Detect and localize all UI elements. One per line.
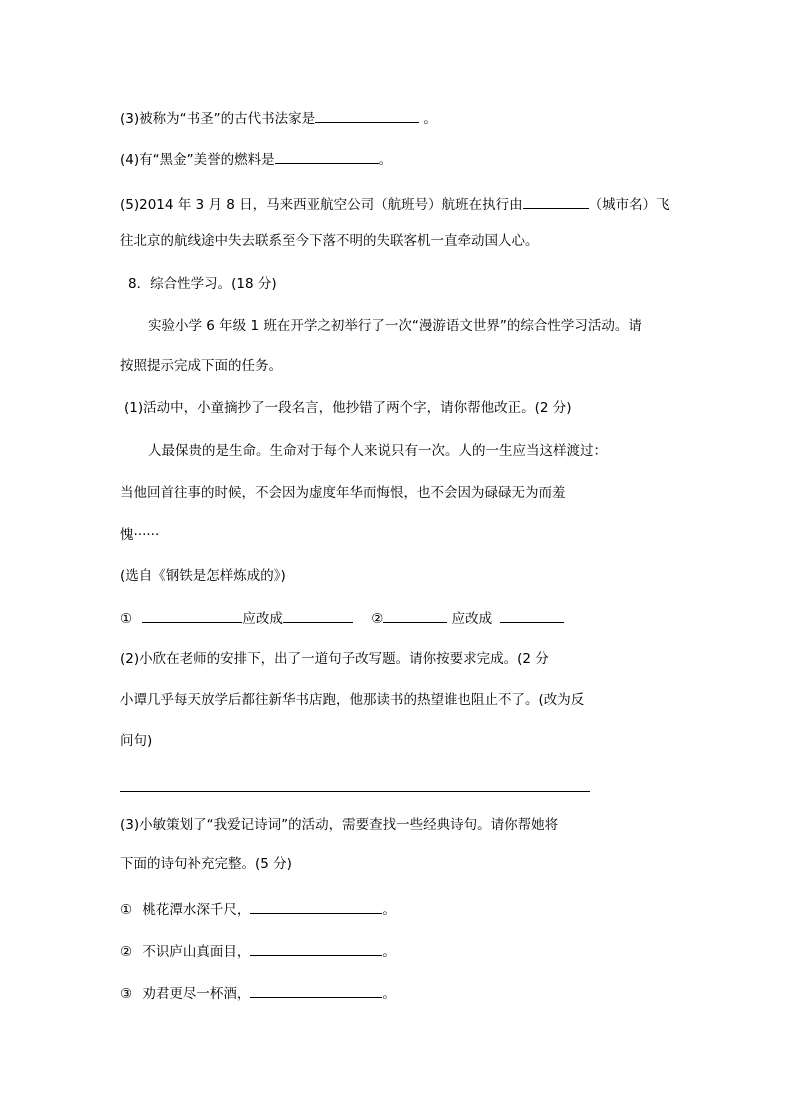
q5-text: (5)2014 年 3 月 8 日，马来西亚航空公司（航班号）航班在执行由 xyxy=(120,197,523,213)
poem-line: 劝君更尽一杯酒， xyxy=(142,986,251,1002)
answer-blank[interactable] xyxy=(383,608,447,623)
question-8-title: 8．综合性学习。(18 分) xyxy=(128,276,277,292)
answer-blank[interactable] xyxy=(523,194,589,209)
marker: ① xyxy=(120,902,133,918)
correction-row xyxy=(120,608,564,628)
quote-line: 当他回首往事的时候，不会因为虚度年华而悔恨，也不会因为碌碌无为而羞 xyxy=(120,485,566,501)
question-3 xyxy=(120,108,437,128)
answer-line[interactable] xyxy=(120,791,590,792)
marker: ③ xyxy=(120,986,133,1002)
quote-source: (选自《钢铁是怎样炼成的》) xyxy=(120,568,286,584)
poem-end: 。 xyxy=(382,986,396,1002)
part-2-sentence-2: 问句) xyxy=(120,733,153,749)
answer-blank[interactable] xyxy=(142,608,242,623)
q4-text: (4)有“黑金”美誉的燃料是 xyxy=(120,152,275,168)
poem-line: 桃花潭水深千尺， xyxy=(142,902,251,918)
quote-line: 愧······ xyxy=(120,527,160,543)
question-5 xyxy=(120,194,670,214)
part-1-prompt: (1)活动中，小童摘抄了一段名言，他抄错了两个字，请你帮他改正。(2 分) xyxy=(124,400,572,416)
answer-blank[interactable] xyxy=(275,149,379,164)
q5-line2: 往北京的航线途中失去联系至今下落不明的失联客机一直牵动国人心。 xyxy=(120,233,539,249)
part-2-prompt: (2)小欣在老师的安排下，出了一道句子改写题。请你按要求完成。(2 分 xyxy=(120,651,549,667)
part-3-prompt-2: 下面的诗句补充完整。(5 分) xyxy=(120,856,292,872)
q8-intro: 实验小学 6 年级 1 班在开学之初举行了一次“漫游语文世界”的综合性学习活动。请 xyxy=(148,318,642,334)
q4-end: 。 xyxy=(378,152,393,168)
poem-end: 。 xyxy=(382,944,396,960)
poem-item xyxy=(120,983,396,1003)
change-label: 应改成 xyxy=(451,611,493,627)
q3-text: (3)被称为“书圣”的古代书法家是 xyxy=(120,111,316,127)
change-label: 应改成 xyxy=(242,611,283,627)
marker: ② xyxy=(120,944,133,960)
q8-intro-2: 按照提示完成下面的任务。 xyxy=(120,358,282,374)
answer-blank[interactable] xyxy=(250,983,382,998)
answer-blank[interactable] xyxy=(250,941,382,956)
poem-end: 。 xyxy=(382,902,396,918)
poem-line: 不识庐山真面目， xyxy=(142,944,251,960)
answer-blank[interactable] xyxy=(250,899,382,914)
q3-end: 。 xyxy=(419,111,437,127)
answer-blank[interactable] xyxy=(500,608,564,623)
part-2-sentence: 小谭几乎每天放学后都往新华书店跑，他那读书的热望谁也阻止不了。(改为反 xyxy=(120,692,585,708)
q5-end: （城市名）飞 xyxy=(588,197,670,213)
answer-blank[interactable] xyxy=(315,108,419,123)
question-4 xyxy=(120,149,392,169)
poem-item xyxy=(120,899,396,919)
quote-line: 人最保贵的是生命。生命对于每个人来说只有一次。人的一生应当这样渡过： xyxy=(148,443,607,459)
poem-item xyxy=(120,941,396,961)
marker: ① xyxy=(120,611,133,627)
marker: ② xyxy=(371,611,384,627)
answer-blank[interactable] xyxy=(283,608,353,623)
part-3-prompt: (3)小敏策划了“我爱记诗词”的活动，需要查找一些经典诗句。请你帮她将 xyxy=(120,817,559,833)
